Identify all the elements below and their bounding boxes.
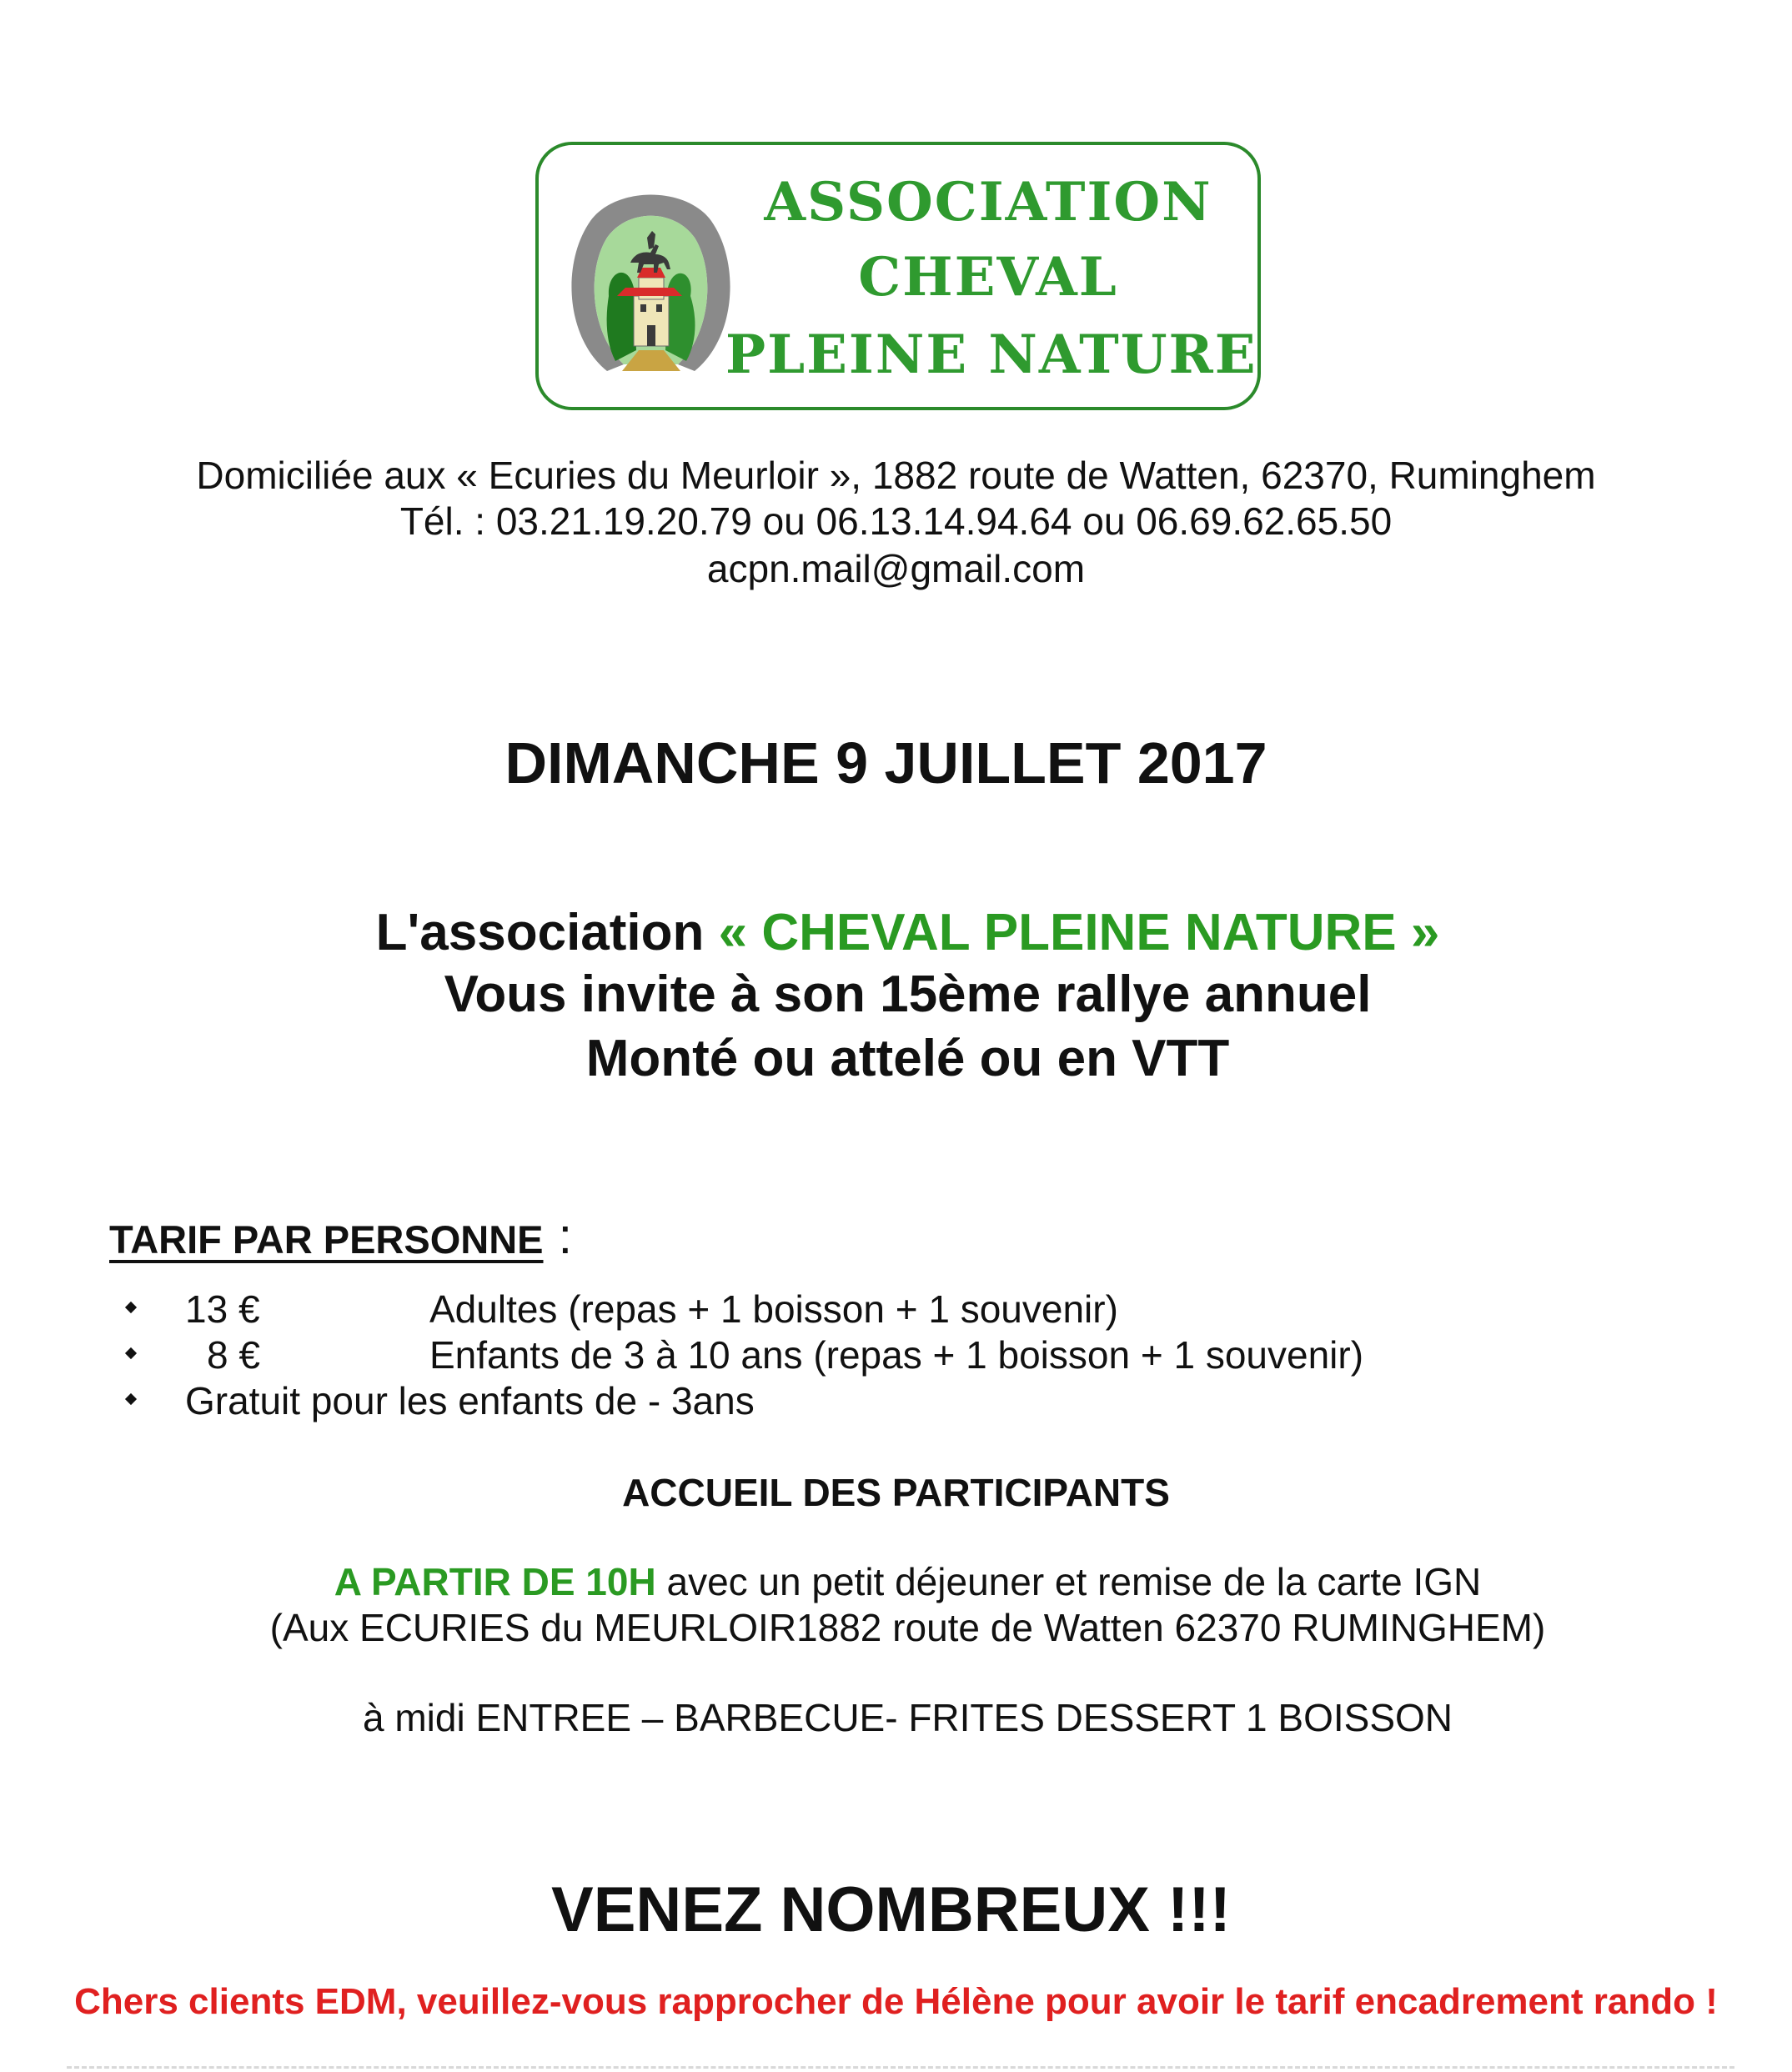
horseshoe-emblem-icon: [557, 171, 745, 379]
phone-line: Tél. : 03.21.19.20.79 ou 06.13.14.94.64 ou 06.69.62.65.50: [399, 499, 1393, 543]
tarif-price: 13 €: [185, 1287, 260, 1331]
start-time-highlight: A PARTIR DE 10H: [334, 1560, 656, 1603]
accueil-heading: ACCUEIL DES PARTICIPANTS: [622, 1471, 1170, 1514]
diamond-bullet-icon: [125, 1302, 137, 1313]
tarif-heading: [109, 1207, 572, 1265]
tarif-price: 8 €: [207, 1333, 260, 1377]
association-name-highlight: « CHEVAL PLEINE NATURE »: [718, 904, 1440, 961]
invitation-line-1: [12, 903, 1792, 962]
logo-title-line-3: PLEINE NATURE: [725, 324, 1257, 386]
tarif-heading-label: TARIF PAR PERSONNE: [109, 1217, 544, 1262]
invitation-line-2: Vous invite à son 15ème rallye annuel: [444, 966, 1372, 1023]
accueil-time-line: [12, 1559, 1792, 1604]
address-line: Domiciliée aux « Ecuries du Meurloir », 1882 route de Watten, 62370, Ruminghem: [196, 454, 1596, 497]
tarif-free-description: Gratuit pour les enfants de - 3ans: [185, 1379, 755, 1422]
tarif-description: Enfants de 3 à 10 ans (repas + 1 boisson + 1 souvenir): [429, 1333, 1364, 1377]
invitation-prefix: L'association: [375, 904, 719, 961]
bottom-divider: [67, 2066, 1734, 2069]
logo-title-line-1: ASSOCIATION: [764, 171, 1212, 233]
tarif-heading-colon: :: [558, 1208, 573, 1264]
accueil-time-detail: avec un petit déjeuner et remise de la carte IGN: [655, 1560, 1482, 1603]
invitation-line-3: Monté ou attelé ou en VTT: [585, 1030, 1230, 1087]
client-note: Chers clients EDM, veuillez-vous rapprocher de Hélène pour avoir le tarif encadrement rando !: [74, 1981, 1718, 2022]
event-date-heading: DIMANCHE 9 JUILLET 2017: [504, 730, 1267, 795]
logo-title-line-2: CHEVAL: [858, 246, 1118, 309]
tarif-description: Adultes (repas + 1 boisson + 1 souvenir): [429, 1287, 1118, 1331]
email-line: acpn.mail@gmail.com: [706, 547, 1086, 590]
accueil-menu-line: à midi ENTREE – BARBECUE- FRITES DESSERT 1 BOISSON: [362, 1696, 1453, 1739]
call-to-action-heading: VENEZ NOMBREUX !!!: [551, 1874, 1231, 1945]
diamond-bullet-icon: [125, 1393, 137, 1405]
diamond-bullet-icon: [125, 1347, 137, 1359]
accueil-location-line: (Aux ECURIES du MEURLOIR1882 route de Watten 62370 RUMINGHEM): [269, 1606, 1546, 1649]
